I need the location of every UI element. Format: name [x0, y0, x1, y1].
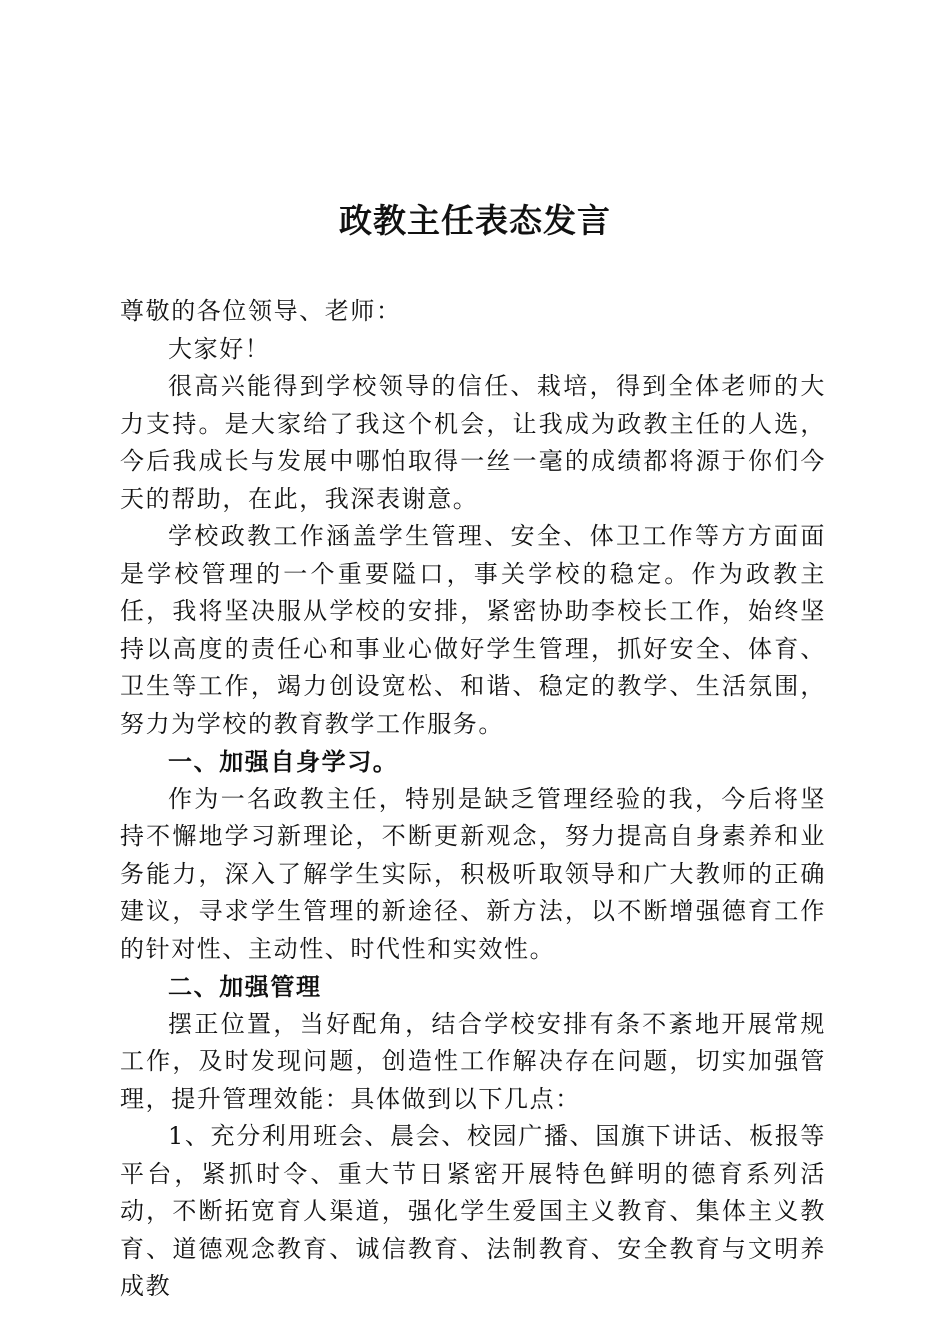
- section-heading-1: 一、加强自身学习。: [168, 747, 399, 776]
- document-body: [120, 293, 826, 1306]
- paragraph-work-scope: 学校政教工作涵盖学生管理、安全、体卫工作等方方面面是学校管理的一个重要隘口，事关学校的稳定。作为政教主任，我将坚决服从学校的安排，紧密协助李校长工作，始终坚持以高度的责任心和事业心做好学生管理，抓好安全、体育、卫生等工作，竭力创设宽松、和谐、稳定的教学、生活氛围，努力为学校的教育教学工作服务。: [120, 522, 826, 738]
- greeting: 大家好！: [168, 334, 271, 363]
- document-title: 政教主任表态发言: [339, 201, 611, 240]
- section-heading-2: 二、加强管理: [168, 972, 322, 1001]
- paragraph-point-1: 1、充分利用班会、晨会、校园广播、国旗下讲话、板报等平台，紧抓时令、重大节日紧密开展特色鲜明的德育系列活动，不断拓宽育人渠道，强化学生爱国主义教育、集体主义教育、道德观念教育、诚信教育、法制教育、安全教育与文明养成教: [120, 1122, 826, 1300]
- paragraph-thanks: 很高兴能得到学校领导的信任、栽培，得到全体老师的大力支持。是大家给了我这个机会，让我成为政教主任的人选，今后我成长与发展中哪怕取得一丝一毫的成绩都将源于你们今天的帮助，在此，我深表谢意。: [120, 372, 826, 513]
- paragraph-self-study: 作为一名政教主任，特别是缺乏管理经验的我，今后将坚持不懈地学习新理论，不断更新观念，努力提高自身素养和业务能力，深入了解学生实际，积极听取领导和广大教师的正确建议，寻求学生管理的新途径、新方法，以不断增强德育工作的针对性、主动性、时代性和实效性。: [120, 784, 826, 963]
- salutation: 尊敬的各位领导、老师：: [120, 297, 402, 325]
- paragraph-management: 摆正位置，当好配角，结合学校安排有条不紊地开展常规工作，及时发现问题，创造性工作解决存在问题，切实加强管理，提升管理效能：具体做到以下几点：: [120, 1009, 826, 1113]
